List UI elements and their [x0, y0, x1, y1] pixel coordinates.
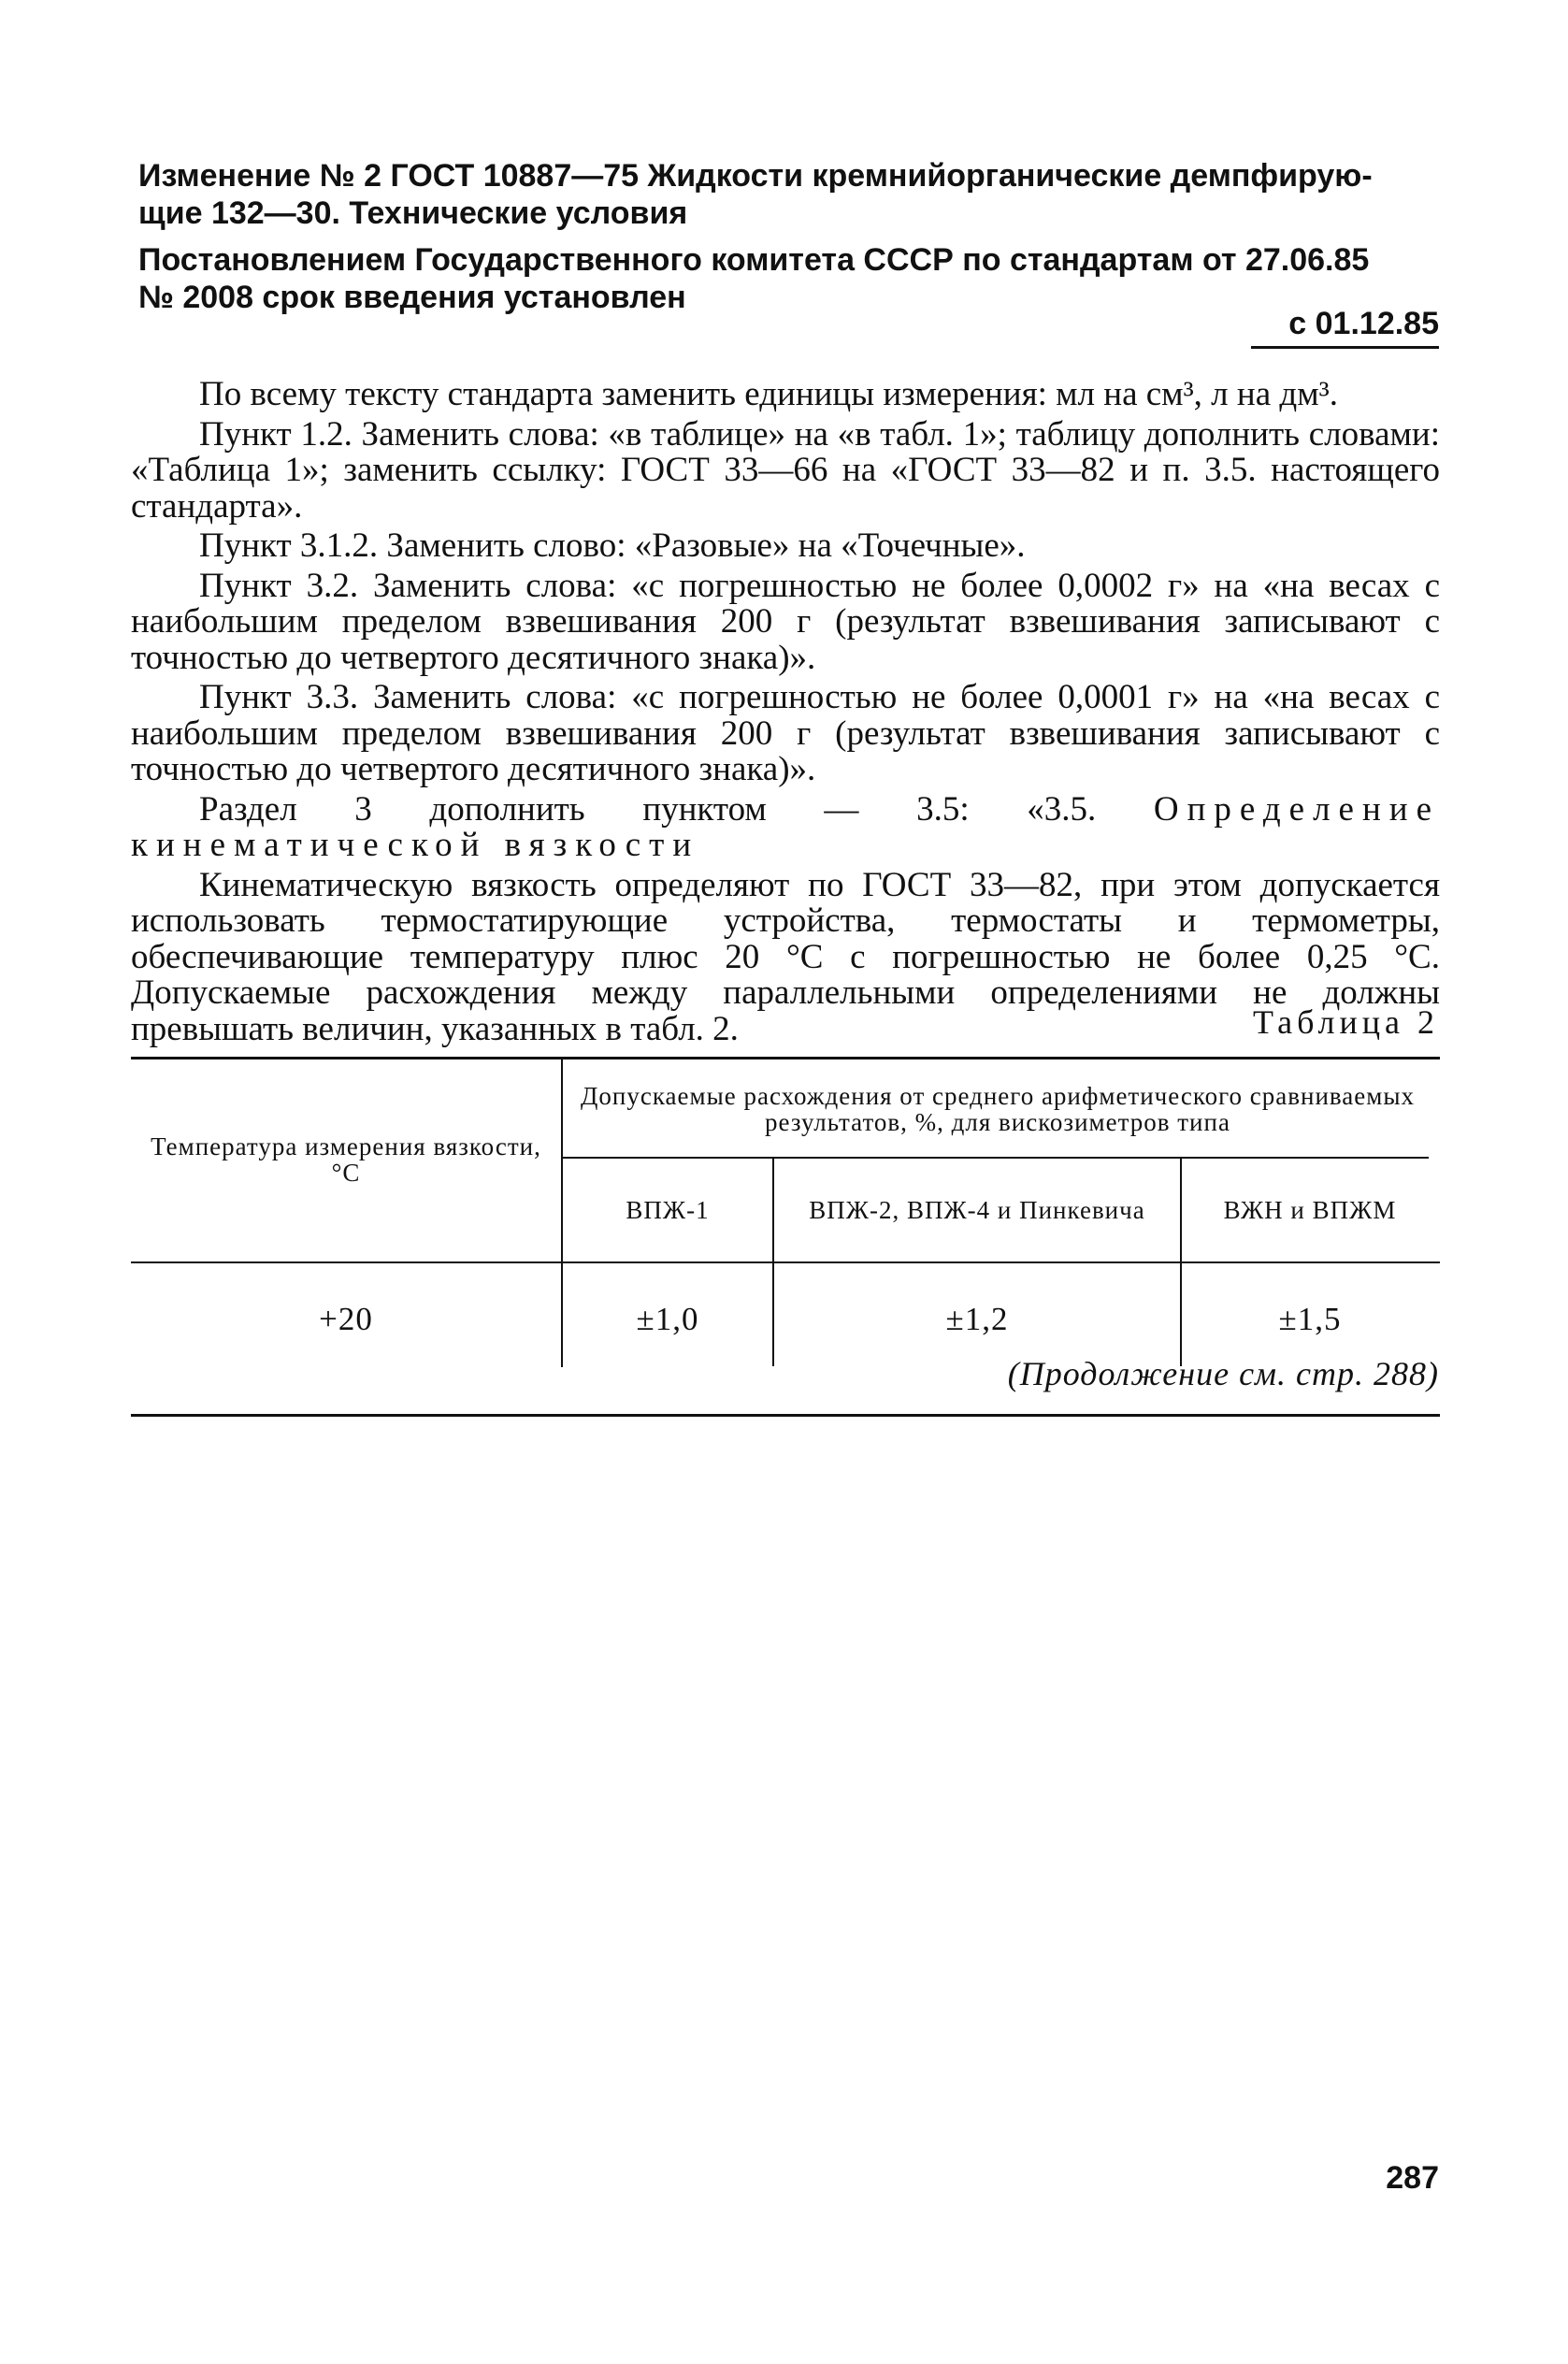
row-temperature-value: +20 — [319, 1301, 373, 1337]
decree-line-2: № 2008 срок введения установлен — [138, 280, 686, 315]
amendment-title — [138, 157, 1447, 232]
section-intro: Раздел 3 дополнить пунктом — 3.5: «3.5. — [199, 789, 1097, 829]
column-vpzh-1: ВПЖ-1 — [626, 1196, 710, 1224]
paragraph-item-3-2: Пункт 3.2. Заменить слова: «с погрешностью не более 0,0002 г» на «на весах с наибольшим пределом взвешивания 200 г (результат взвешивания записывают с точностью до четвертого десятичного знака)». — [131, 566, 1440, 677]
column-vzhn: ВЖН и ВПЖМ — [1223, 1196, 1397, 1224]
paragraph-item-3-3: Пункт 3.3. Заменить слова: «с погрешностью не более 0,0001 г» на «на весах с наибольшим пределом взвешивания 200 г (результат взвешивания записывают с точностью до четвертого десятичного знака)». — [131, 678, 1440, 788]
row-vpzh-1-value: ±1,0 — [636, 1301, 699, 1337]
title-line-1: Изменение № 2 ГОСТ 10887—75 Жидкости кремнийорганические демпфирую- — [138, 158, 1373, 194]
table-header-split — [563, 1157, 1429, 1159]
paragraph-item-3-1-2: Пункт 3.1.2. Заменить слово: «Разовые» на «Точечные». — [199, 526, 1026, 565]
row-vzhn-value: ±1,5 — [1278, 1301, 1342, 1337]
header-tolerance-group: Допускаемые расхождения от среднего арифметического сравниваемых результатов, %, для вискозиметров типа — [580, 1082, 1416, 1136]
header-temperature: Температура измерения вязкости, °С — [151, 1132, 541, 1187]
column-vpzh-2-4: ВПЖ-2, ВПЖ-4 и Пинкевича — [809, 1196, 1145, 1224]
paragraph-units: По всему тексту стандарта заменить единицы измерения: мл на см³, л на дм³. — [199, 375, 1338, 413]
row-vpzh-2-4-value: ±1,2 — [945, 1301, 1009, 1337]
continuation-note: (Продолжение см. стр. 288) — [1007, 1355, 1439, 1392]
table-divider-main — [561, 1059, 563, 1367]
table-bottom-rule — [131, 1414, 1440, 1417]
amendment-body — [131, 377, 1440, 1051]
section-title: Определение кинематической вязкости — [131, 789, 1440, 864]
paragraph-section-3-5 — [131, 789, 1440, 864]
table-top-rule — [131, 1057, 1440, 1059]
paragraph-item-1-2: Пункт 1.2. Заменить слова: «в таблице» на «в табл. 1»; таблицу дополнить словами: «Таблица 1»; заменить ссылку: ГОСТ 33—66 на «ГОСТ 33—82 и п. 3.5. настоящего стандарта». — [131, 414, 1440, 526]
table-header-bottom-rule — [131, 1261, 1440, 1263]
decree-line-1: Постановлением Государственного комитета СССР по стандартам от 27.06.85 — [138, 242, 1370, 278]
table-label: Таблица 2 — [1253, 1003, 1439, 1041]
title-line-2: щие 132—30. Технические условия — [138, 195, 688, 231]
effective-date: с 01.12.85 — [1251, 305, 1439, 349]
page-number: 287 — [1386, 2160, 1439, 2196]
paragraph-viscosity: Кинематическую вязкость определяют по ГОСТ 33—82, при этом допускается использовать термостатирующие устройства, термостаты и термометры, обеспечивающие температуру плюс 20 °С с погрешностью не более 0,25 °С. Допускаемые расхождения между параллельными определениями не должны превышать величин, указанных в табл. 2. — [131, 865, 1440, 1048]
